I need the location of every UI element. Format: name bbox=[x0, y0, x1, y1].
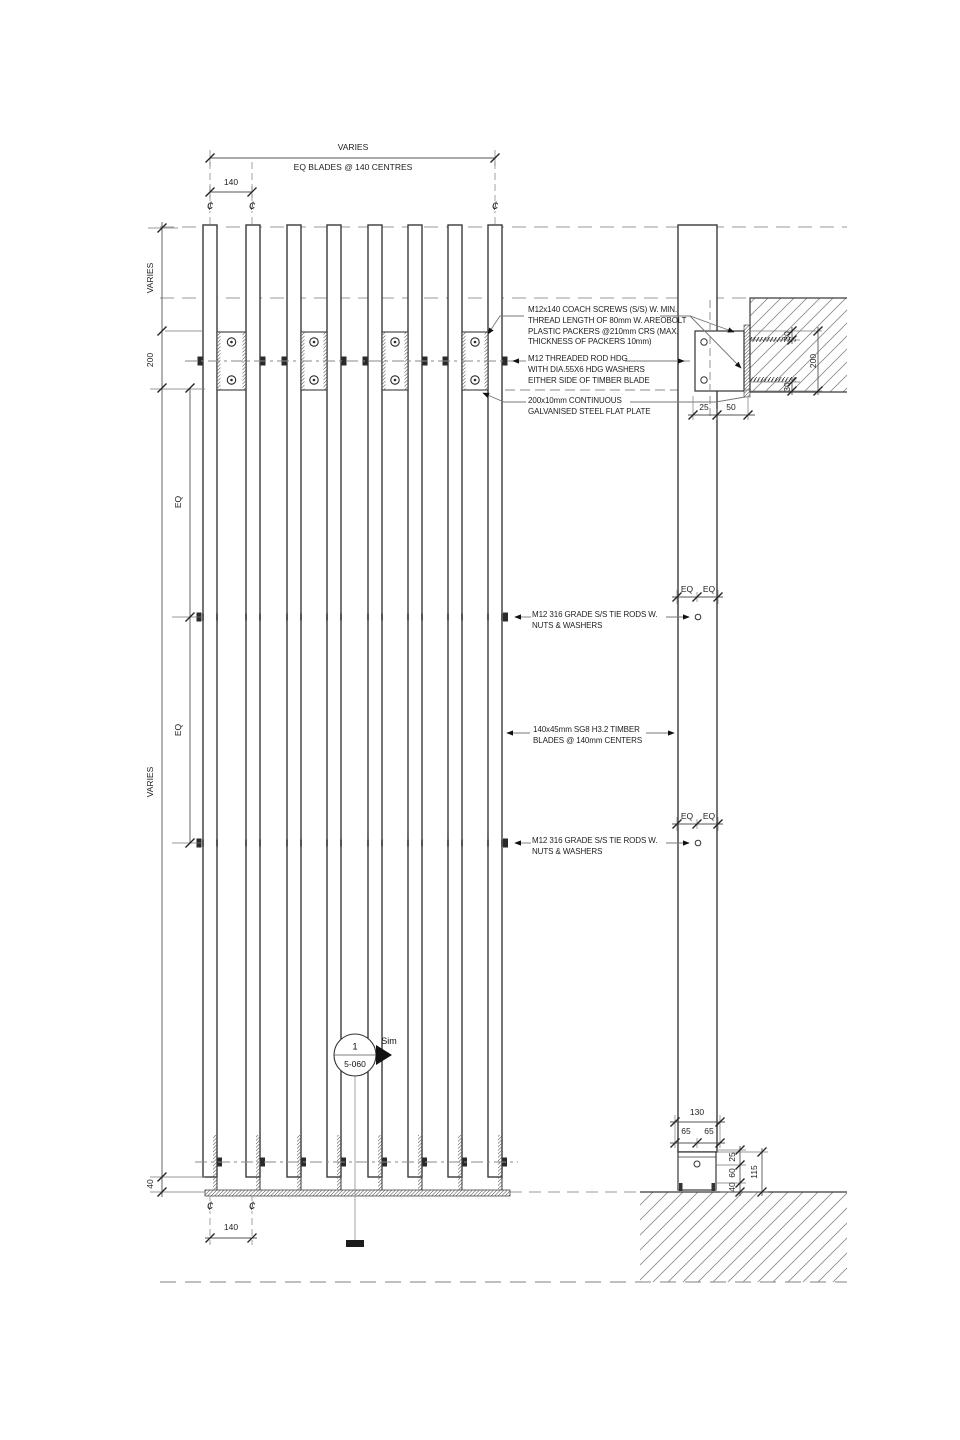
centerline-symbol: ¢ bbox=[206, 1199, 214, 1213]
note-line: THREAD LENGTH OF 80mm W. AREOBOLT bbox=[528, 315, 687, 325]
dim-115: 115 bbox=[749, 1165, 759, 1179]
dim-140-bottom: 140 bbox=[223, 1222, 239, 1232]
callout-sheet: 5-060 bbox=[344, 1059, 366, 1069]
dim-50: 50 bbox=[726, 402, 736, 412]
note-timber-blades bbox=[533, 725, 642, 747]
eq-blades-label: EQ BLADES @ 140 CENTRES bbox=[293, 162, 413, 172]
dim-200-plate: 200 bbox=[145, 352, 155, 368]
note-line: THICKNESS OF PACKERS 10mm) bbox=[528, 337, 652, 347]
dim-eq-col: EQ bbox=[680, 811, 694, 821]
dim-25-base: 25 bbox=[727, 1152, 737, 1162]
note-line: PLASTIC PACKERS @210mm CRS (MAX. bbox=[528, 326, 679, 336]
dim-40-base: 40 bbox=[145, 1179, 155, 1189]
dim-eq-lower: EQ bbox=[173, 723, 183, 737]
centerline-symbol: ¢ bbox=[248, 1199, 256, 1213]
dim-30-top: 30 bbox=[782, 331, 792, 341]
note-line: BLADES @ 140mm CENTERS bbox=[533, 735, 643, 745]
dim-65-a: 65 bbox=[681, 1126, 691, 1136]
callout-number: 1 bbox=[352, 1041, 358, 1053]
dim-eq-col: EQ bbox=[702, 811, 716, 821]
note-line: M12 316 GRADE S/S TIE RODS W. bbox=[532, 836, 658, 845]
dim-eq-col: EQ bbox=[702, 584, 716, 594]
dim-eq-upper: EQ bbox=[173, 495, 183, 509]
dim-65-b: 65 bbox=[704, 1126, 714, 1136]
note-line: NUTS & WASHERS bbox=[532, 846, 603, 856]
note-tie-rods-lower bbox=[532, 836, 657, 858]
dim-eq-col: EQ bbox=[680, 584, 694, 594]
dim-30-bot: 30 bbox=[782, 382, 792, 392]
note-threaded-rod bbox=[528, 354, 650, 386]
note-line: M12 THREADED ROD HDG bbox=[528, 354, 628, 363]
varies-top-width-label: VARIES bbox=[337, 142, 369, 152]
dim-200-wall: 200 bbox=[808, 353, 818, 369]
note-flat-plate bbox=[528, 396, 651, 418]
dim-varies-main: VARIES bbox=[145, 766, 155, 798]
dim-130: 130 bbox=[689, 1107, 705, 1117]
centerline-symbol: ¢ bbox=[248, 199, 256, 213]
dim-varies-upper: VARIES bbox=[145, 262, 155, 294]
hatch-regions-layer bbox=[640, 298, 847, 1282]
note-coach-screws bbox=[528, 305, 686, 348]
note-line: M12x140 COACH SCREWS (S/S) W. MIN. bbox=[528, 305, 678, 314]
note-line: GALVANISED STEEL FLAT PLATE bbox=[528, 406, 651, 416]
dim-140-top: 140 bbox=[223, 177, 239, 187]
callout-sim-label: Sim bbox=[381, 1036, 397, 1046]
dim-40-base: 40 bbox=[727, 1182, 737, 1192]
centerline-symbol: ¢ bbox=[206, 199, 214, 213]
note-line: EITHER SIDE OF TIMBER BLADE bbox=[528, 375, 650, 385]
note-line: 140x45mm SG8 H3.2 TIMBER bbox=[533, 725, 640, 734]
note-line: NUTS & WASHERS bbox=[532, 620, 603, 630]
note-line: 200x10mm CONTINUOUS bbox=[528, 396, 622, 405]
note-line: WITH DIA.55X6 HDG WASHERS bbox=[528, 364, 645, 374]
note-tie-rods-upper bbox=[532, 610, 657, 632]
centerline-symbol: ¢ bbox=[491, 199, 499, 213]
note-line: M12 316 GRADE S/S TIE RODS W. bbox=[532, 610, 658, 619]
dim-25: 25 bbox=[699, 402, 709, 412]
dim-60-base: 60 bbox=[727, 1168, 737, 1178]
